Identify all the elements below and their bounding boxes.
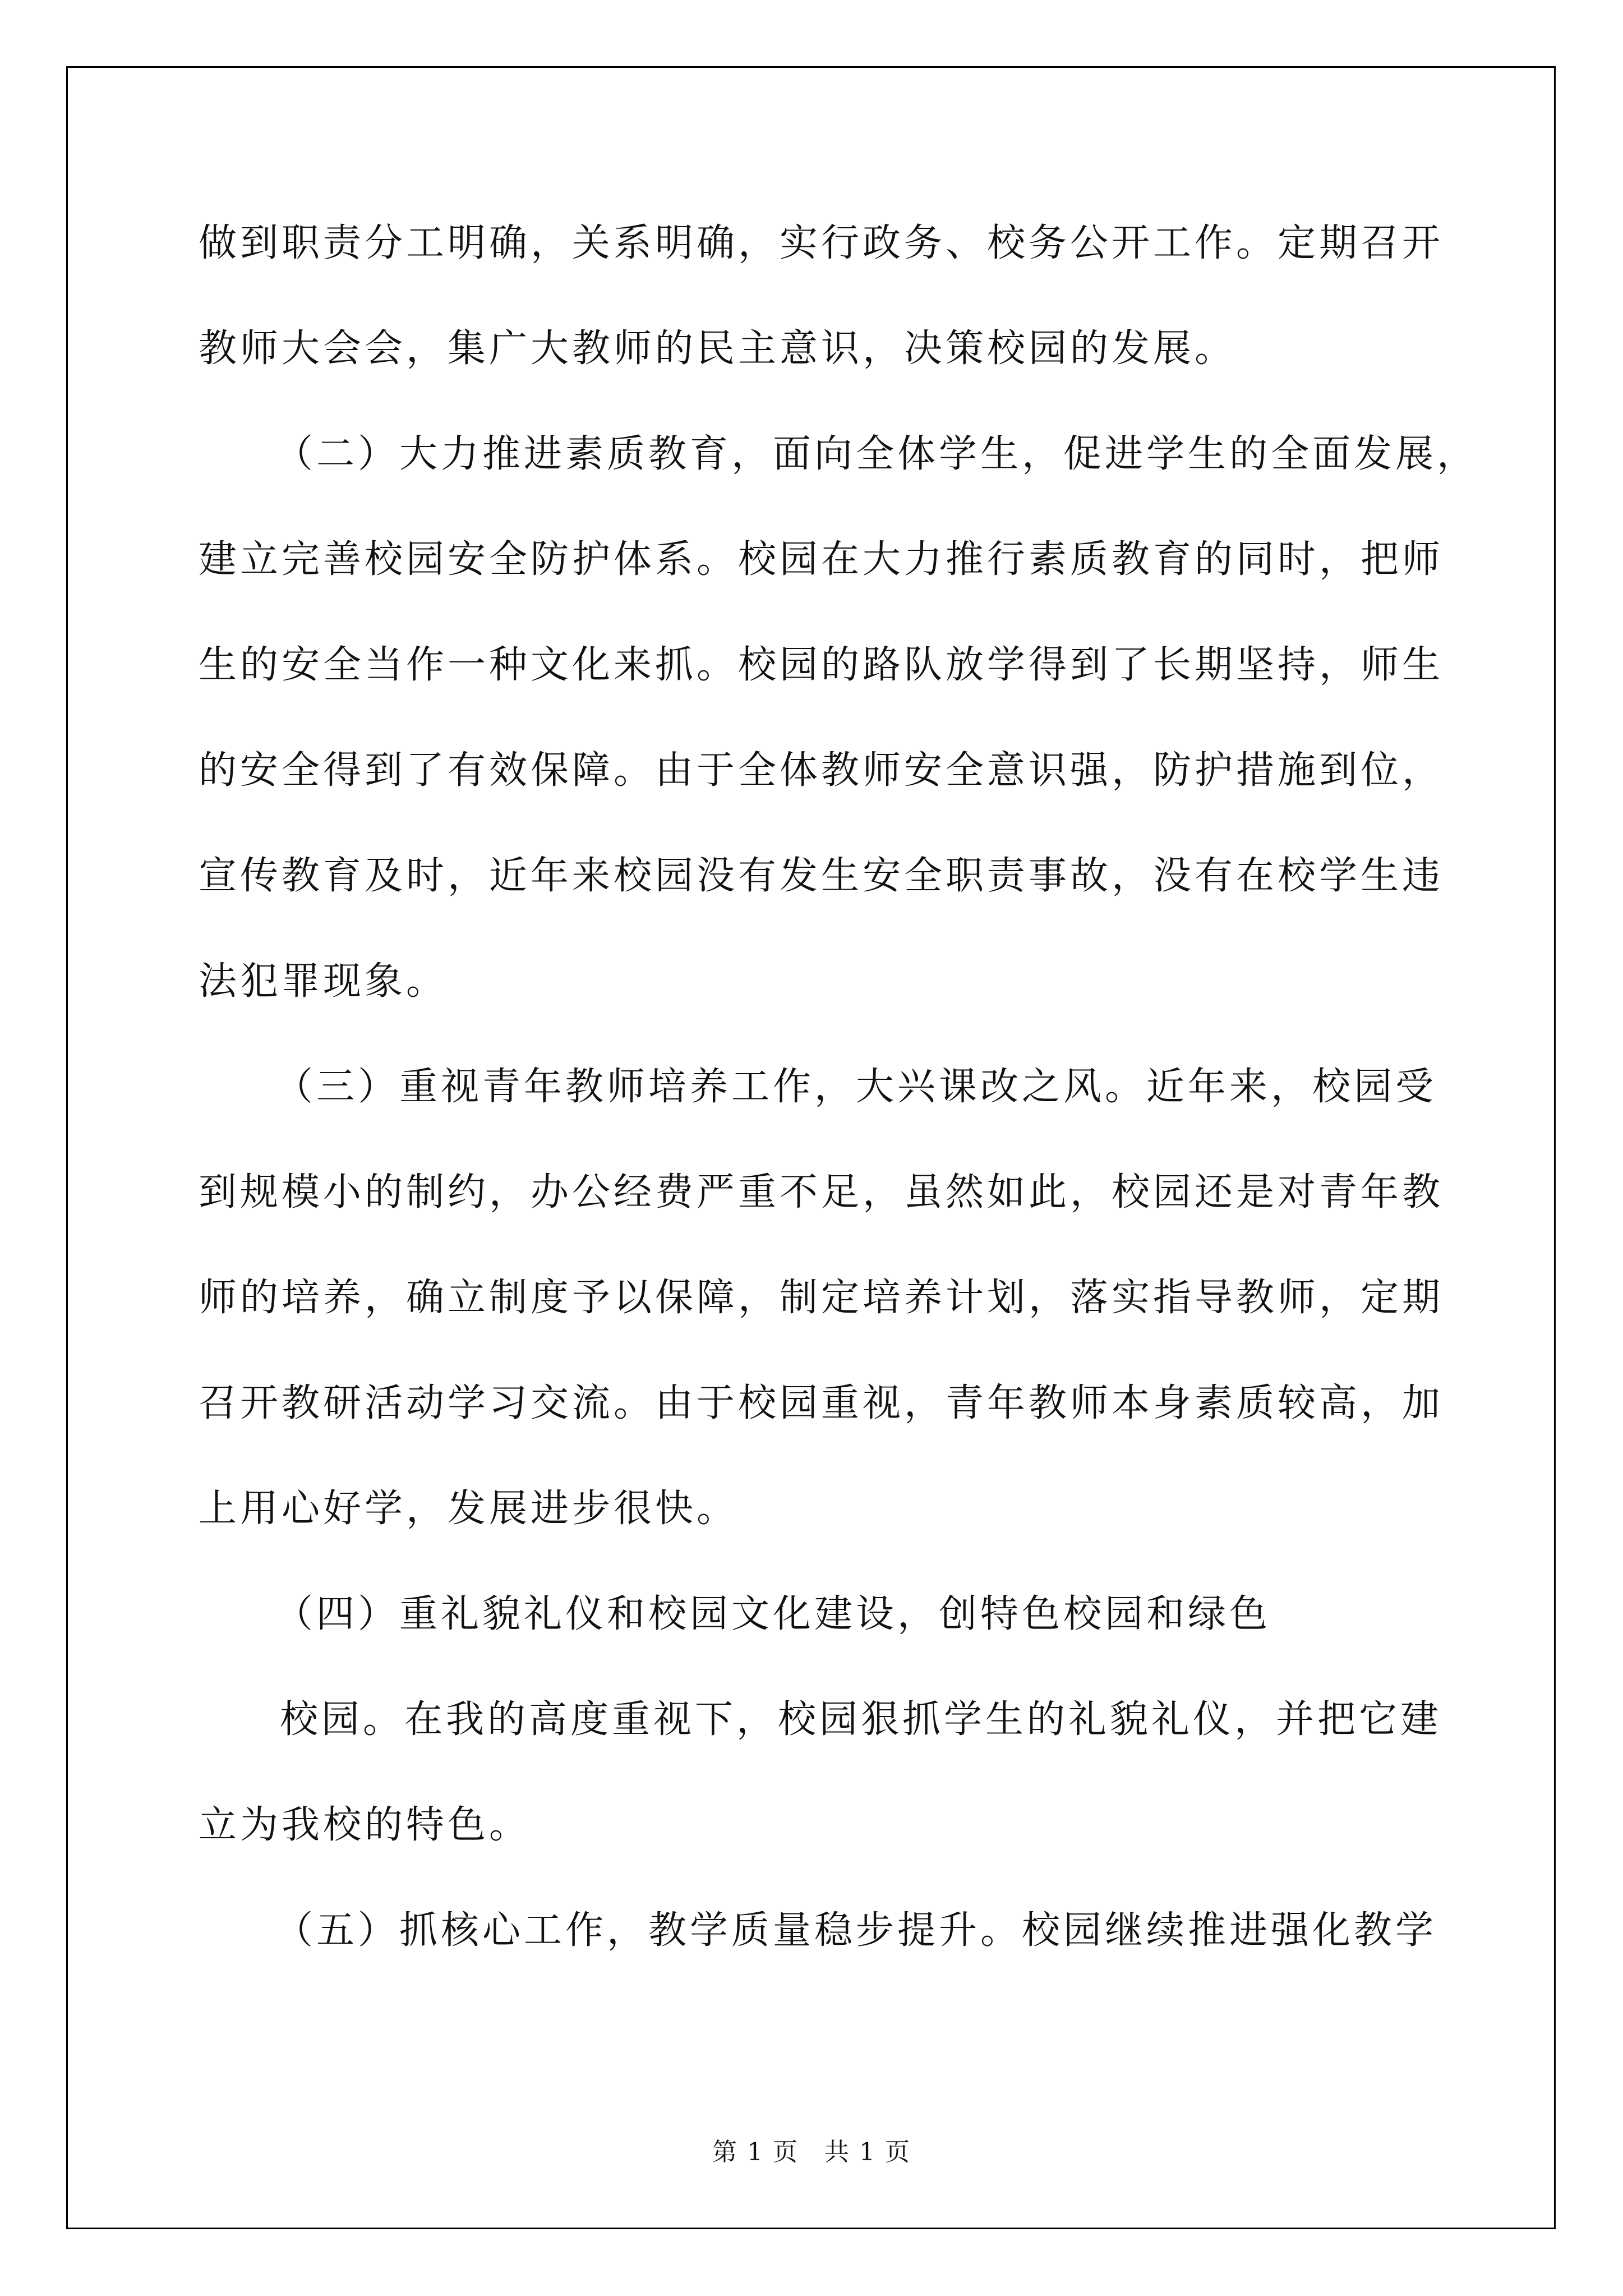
text-line: 到规模小的制约，办公经费严重不足，虽然如此，校园还是对青年教 <box>199 1170 1444 1214</box>
text-line: 宣传教育及时，近年来校园没有发生安全职责事故，没有在校学生违 <box>199 854 1444 898</box>
text-line: 召开教研活动学习交流。由于校园重视，青年教师本身素质较高，加 <box>199 1381 1444 1425</box>
paragraph-start-line: 校园。在我的高度重视下，校园狠抓学生的礼貌礼仪，并把它建 <box>280 1697 1442 1742</box>
paragraph-start-line: （五）抓核心工作，教学质量稳步提升。校园继续推进强化教学 <box>275 1908 1437 1953</box>
paragraph-start-line: （四）重礼貌礼仪和校园文化建设，创特色校园和绿色 <box>275 1592 1271 1636</box>
text-line: 师的培养，确立制度予以保障，制定培养计划，落实指导教师，定期 <box>199 1276 1444 1320</box>
text-line: 上用心好学，发展进步很快。 <box>199 1487 739 1531</box>
text-line: 的安全得到了有效保障。由于全体教师安全意识强，防护措施到位， <box>199 748 1444 793</box>
text-line: 教师大会会，集广大教师的民主意识，决策校园的发展。 <box>199 326 1237 371</box>
paragraph-start-line: （二）大力推进素质教育，面向全体学生，促进学生的全面发展， <box>275 432 1479 476</box>
text-line: 法犯罪现象。 <box>199 959 448 1004</box>
paragraph-start-line: （三）重视青年教师培养工作，大兴课改之风。近年来，校园受 <box>275 1065 1437 1109</box>
text-line: 建立完善校园安全防护体系。校园在大力推行素质教育的同时，把师 <box>199 537 1444 582</box>
text-line: 立为我校的特色。 <box>199 1803 531 1847</box>
text-line: 生的安全当作一种文化来抓。校园的路队放学得到了长期坚持，师生 <box>199 643 1444 687</box>
text-line: 做到职责分工明确，关系明确，实行政务、校务公开工作。定期召开 <box>199 221 1444 265</box>
page-number-footer: 第 1 页 共 1 页 <box>712 2138 911 2166</box>
document-body <box>199 191 1479 1984</box>
